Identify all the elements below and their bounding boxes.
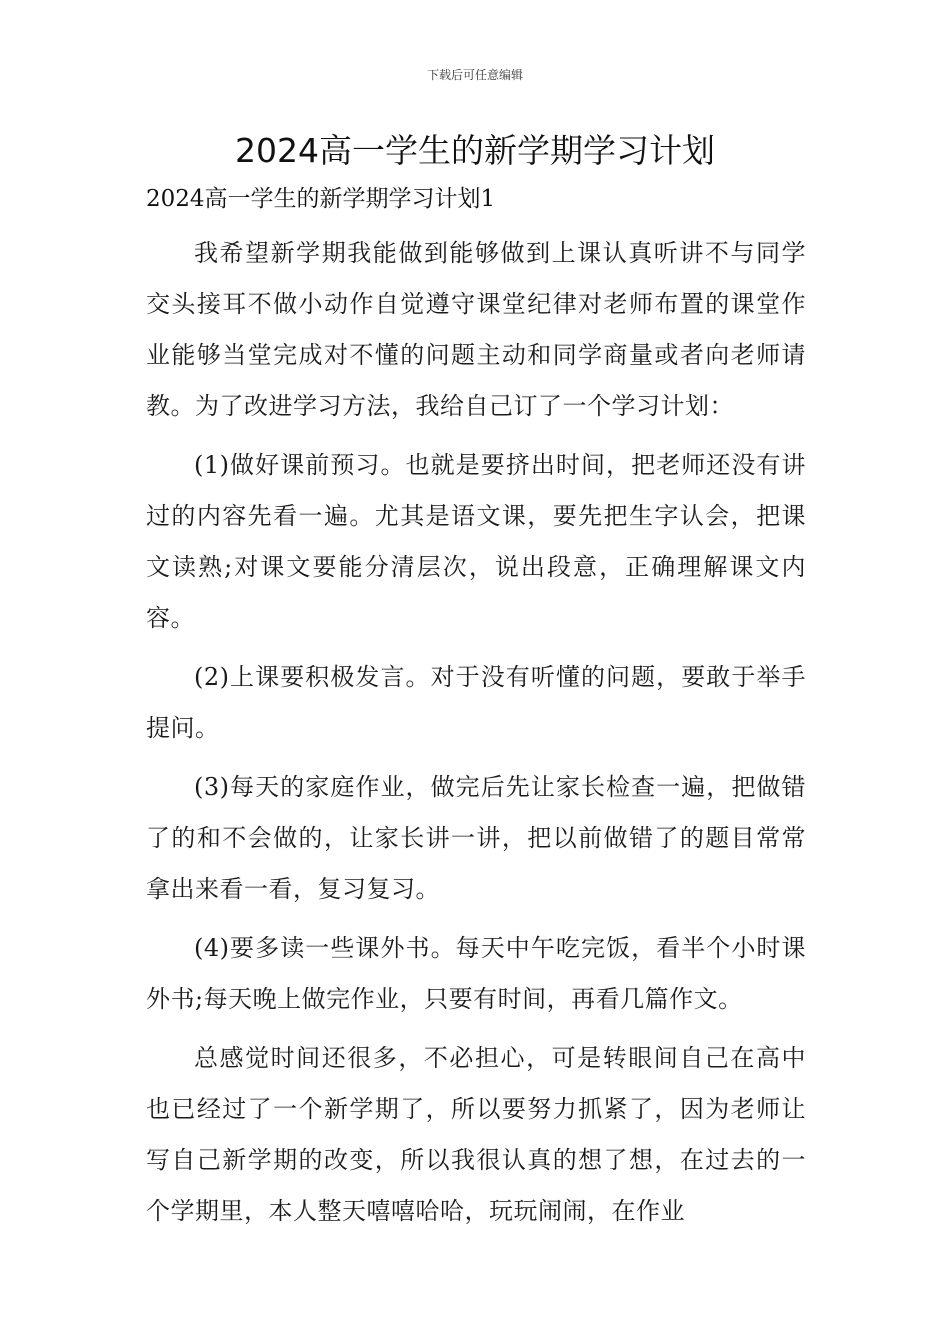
paragraph-item-1: (1)做好课前预习。也就是要挤出时间，把老师还没有讲过的内容先看一遍。尤其是语文课，要先把生字认会，把课文读熟;对课文要能分清层次，说出段意，正确理解课文内容。 [146, 451, 806, 632]
document-body [146, 228, 806, 1245]
paragraph-item-2: (2)上课要积极发言。对于没有听懂的问题，要敢于举手提问。 [146, 663, 806, 742]
paragraph-intro: 我希望新学期我能做到能够做到上课认真听讲不与同学交头接耳不做小动作自觉遵守课堂纪律对老师布置的课堂作业能够当堂完成对不懂的问题主动和同学商量或者向老师请教。为了改进学习方法，我给自己订了一个学习计划： [146, 239, 806, 420]
document-title: 2024高一学生的新学期学习计划 [235, 131, 715, 170]
header-note: 下载后可任意编辑 [426, 68, 523, 82]
paragraph-item-4: (4)要多读一些课外书。每天中午吃完饭，看半个小时课外书;每天晚上做完作业，只要有时间，再看几篇作文。 [146, 934, 806, 1013]
paragraph-item-3: (3)每天的家庭作业，做完后先让家长检查一遍，把做错了的和不会做的，让家长讲一讲，把以前做错了的题目常常拿出来看一看，复习复习。 [146, 773, 806, 903]
section-heading: 2024高一学生的新学期学习计划1 [146, 186, 496, 212]
paragraph-reflection: 总感觉时间还很多，不必担心，可是转眼间自己在高中也已经过了一个新学期了，所以要努力抓紧了，因为老师让写自己新学期的改变，所以我很认真的想了想，在过去的一个学期里，本人整天嘻嘻哈哈，玩玩闹闹，在作业 [146, 1044, 806, 1225]
